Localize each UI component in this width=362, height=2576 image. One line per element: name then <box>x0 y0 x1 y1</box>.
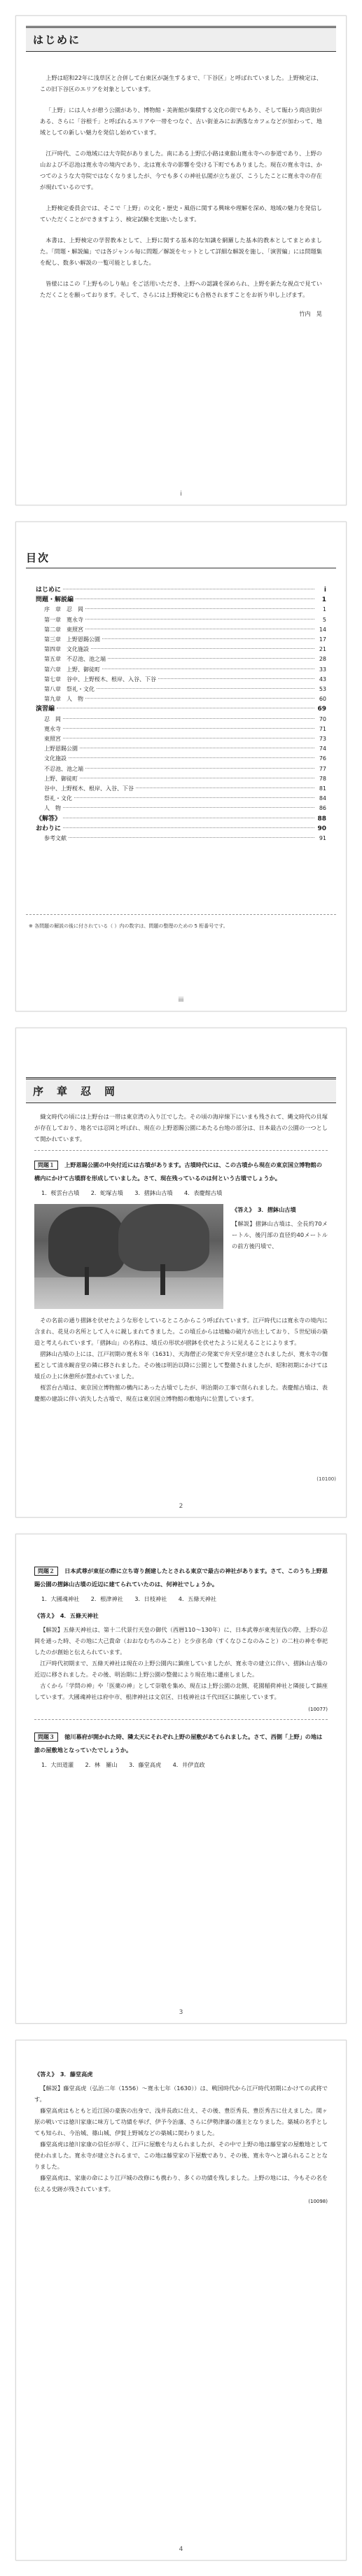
author-signature: 竹内 晃 <box>299 310 322 317</box>
paragraph: 江戸時代、この地域には大寺院がありました。南にある上野広小路は東叡山寛永寺への参道であり、上野の山および不忍池は寛永寺の境内であり、北は寛永寺の影響を受ける下町でもありました。現在の寛永寺は、かつてのような大寺院ではなくなりましたが、今でも多くの神社仏閣が立ち並び、こうしたことに寛永寺の存在が現れているのです。 <box>40 150 322 190</box>
toc-entry-page-number: 28 <box>319 656 326 663</box>
toc-entry-page-number: 90 <box>317 825 326 832</box>
paragraph: 上野検定委員会では、そこで「上野」の文化・歴史・風俗に関する興味や理解を深め、地域の魅力を発信していただくことができますよう、検定試験を実施いたします。 <box>40 204 322 223</box>
toc-entry-label: おわりに <box>36 825 62 832</box>
explanation-text: 藤堂高虎は徳川家康の信任が厚く、江戸に屋敷を与えられましたが、その中で上野の地は藤堂家の屋敷地として使われました。寛永寺が建立されるまで、この地は藤堂家の下屋敷であり、その後、寛永寺へと譲られることとなりました。 <box>34 2141 328 2170</box>
toc-entry[interactable] <box>36 784 326 794</box>
page-number: 2 <box>179 1503 183 1510</box>
photo-trunk <box>85 1267 89 1295</box>
toc-entry[interactable] <box>36 665 326 675</box>
toc-entry-label: 谷中、上野桜木、根岸、入谷、下谷 <box>44 785 134 792</box>
divider <box>26 914 336 915</box>
question-text: 上野恩賜公園の中央付近には古墳があります。古墳時代には、この古墳から現在の東京国立博物館の構内にかけて古墳群を形成していました。さて、現在残っているのは何という古墳でしょうか。 <box>34 1161 322 1182</box>
toc-entry-label: 第九章 人 物 <box>44 696 83 703</box>
page-number: 4 <box>179 2546 183 2553</box>
page-title: 目次 <box>26 552 50 564</box>
question-number-badge: 問題２ <box>34 1567 58 1576</box>
divider <box>34 1719 328 1720</box>
toc-leader-dots <box>108 658 314 659</box>
toc-leader-dots <box>63 807 314 808</box>
toc-entry-label: 第八章 祭礼・文化 <box>44 686 95 693</box>
page-chapter-shinobugaoka <box>15 1028 347 1518</box>
answer-choices: 1．大國魂神社 2．根津神社 3．日枝神社 4．五條天神社 <box>41 1595 217 1602</box>
page-heading-band <box>26 550 336 568</box>
question-id: (10077) <box>308 1707 328 1712</box>
toc-entry-page-number: 88 <box>317 815 326 822</box>
explanation-text: 藤堂高虎は、家康の命により江戸城の改修にも携わり、多くの功績を残しました。上野の地には、今もその名を伝える史跡が残されています。 <box>34 2174 328 2192</box>
answer-label: 《答え》 4．五條天神社 <box>34 1612 99 1619</box>
toc-entry-page-number: 53 <box>319 686 326 693</box>
toc-entry-label: 上野、御徒町 <box>44 775 78 782</box>
toc-entry-page-number: 91 <box>319 835 326 842</box>
toc-entry-label: 《解答》 <box>36 815 62 822</box>
toc-entry[interactable] <box>36 685 326 694</box>
toc-entry-label: 東照宮 <box>44 736 61 743</box>
page-title: はじめに <box>33 34 81 46</box>
toc-entry-label: 問題・解説編 <box>36 596 74 604</box>
page-answer-3 <box>15 2040 347 2561</box>
toc-entry-page-number: 1 <box>322 606 326 613</box>
toc-entry-page-number: 86 <box>319 805 326 812</box>
toc-entry-label: 上野恩賜公園 <box>44 746 78 752</box>
page-number: iii <box>178 997 184 1004</box>
question-1 <box>34 1156 328 1183</box>
toc-leader-dots <box>158 678 314 679</box>
toc-entry-label: 第四章 文化施設 <box>44 646 89 653</box>
toc-entry-page-number: 70 <box>319 715 326 722</box>
explanation-text: 桜雲台古墳は、東京国立博物館の構内にあった古墳でしたが、明治期の工事で削られました。表慶館古墳は、表慶館の建設に伴い消失した古墳で、現在は東京国立博物館の敷地内に位置しています。 <box>34 1384 328 1402</box>
photo-tree <box>118 1204 209 1271</box>
toc-entry[interactable] <box>36 814 326 824</box>
toc-entry[interactable] <box>36 754 326 764</box>
explanation-text: 摺鉢山古墳の上には、江戸初期の寛永８年（1631）、天海僧正の発案で弁天堂が建立されましたが、寛永寺の伽藍として清水観音堂の隣に移されました。その後は明治以降に公園として整備されましたが、昭和初期にかけては墳丘の上に休憩所が置かれていました。 <box>34 1350 328 1380</box>
toc-entry-page-number: 69 <box>317 706 326 713</box>
paragraph: 本書は、上野検定の学習教本として、上野に関する基本的な知識を網羅した基本的教本としてまとめました。「問題・解説編」では各ジャンル毎に問題／解説をセットとして詳細な解説を施し、「演習編」には問題集を配し、数多い解説の一覧可能としました。 <box>40 237 322 266</box>
toc-leader-dots <box>69 757 314 758</box>
page-hajimeni <box>15 15 347 505</box>
divider <box>34 1150 328 1151</box>
paragraph: 皆様にはこの『上野ものしり帖』をご活用いただき、上野への認識を深められ、上野を新たな視点で見ていただくことを願っております。そして、さらには上野検定にも合格されますことをお祈り申し上げます。 <box>40 280 322 298</box>
toc-entry[interactable] <box>36 715 326 724</box>
toc-entry-label: 第三章 上野恩賜公園 <box>44 636 100 643</box>
toc-entry-page-number: 17 <box>319 636 326 643</box>
toc-entry-page-number: 74 <box>319 746 326 752</box>
toc-entry-page-number: 78 <box>319 775 326 782</box>
chapter-heading-band <box>26 1077 336 1103</box>
toc-entry-label: 第一章 寛永寺 <box>44 616 83 623</box>
toc-leader-dots <box>97 688 314 689</box>
explanation-text: 江戸時代初期まで、五條天神社は現在の上野公園内に鎮座していましたが、寛永寺の建立に伴い、摺鉢山古墳の近辺に移されました。その後、明治期に上野公園の整備により現在地に遷座しました。 <box>34 1660 328 1678</box>
toc-leader-dots <box>76 598 314 599</box>
answer-block <box>34 1204 328 1309</box>
toc-entry-page-number: 84 <box>319 795 326 802</box>
toc-entry-page-number: 76 <box>319 755 326 762</box>
answer-label: 《答え》 3．摺鉢山古墳 <box>232 1206 296 1213</box>
toc-entry[interactable] <box>36 794 326 804</box>
toc-leader-dots <box>63 728 314 729</box>
toc-entry[interactable] <box>36 744 326 754</box>
toc-entry-page-number: 1 <box>321 596 326 604</box>
table-of-contents <box>36 585 326 844</box>
toc-leader-dots <box>85 698 314 699</box>
toc-entry-label: 第五章 不忍池、池之端 <box>44 656 106 663</box>
question-3 <box>34 1728 328 1755</box>
explanation-text: 藤堂高虎はもともと近江国の豪族の出身で、浅井長政に仕え、その後、豊臣秀長、豊臣秀吉に仕えました。関ヶ原の戦いでは徳川家康に味方して功績を挙げ、伊予今治藩、さらに伊勢津藩の藩主となりました。築城の名手としても知られ、今治城、篠山城、伊賀上野城などの築城に関わりました。 <box>34 2107 328 2136</box>
toc-entry[interactable] <box>36 774 326 784</box>
toc-leader-dots <box>74 797 314 798</box>
toc-entry-page-number: 33 <box>319 666 326 673</box>
question-id: (10100) <box>316 1476 336 1482</box>
page-body <box>34 2068 328 2204</box>
toc-entry-label: 参考文献 <box>44 835 67 842</box>
toc-entry-page-number: 43 <box>319 676 326 682</box>
toc-entry-page-number: 21 <box>319 646 326 653</box>
answer-label: 《答え》 3．藤堂高虎 <box>34 2071 93 2078</box>
page-questions-2-3 <box>15 1534 347 2024</box>
toc-entry-label: 演習編 <box>36 706 55 713</box>
toc-entry[interactable] <box>36 704 326 714</box>
explanation-text: 【解説】藤堂高虎（弘治二年（1556）〜寛永七年（1630））は、戦国時代から江戸時代初期にかけての武将です。 <box>34 2085 328 2103</box>
toc-entry[interactable] <box>36 834 326 844</box>
toc-entry[interactable] <box>36 625 326 635</box>
toc-entry[interactable] <box>36 654 326 664</box>
question-text: 日本武尊が東征の際に立ち寄り創建したとされる東京で最古の神社があります。さて、このうち上野恩賜公園の摺鉢山古墳の近辺に建てられていたのは、何神社でしょうか。 <box>34 1567 328 1588</box>
toc-entry-label: 第二章 東照宮 <box>44 626 83 633</box>
chapter-body <box>34 1111 328 1404</box>
toc-entry[interactable] <box>36 734 326 744</box>
photo-ground <box>34 1278 223 1309</box>
toc-entry-label: 忍 岡 <box>44 715 61 722</box>
explanation-text: その名前の通り摺鉢を伏せたような形をしているところからこう呼ばれています。江戸時代には寛永寺の境内に含まれ、花見の名所として人々に親しまれてきました。この墳丘からは埴輪の破片が出土しており、５世紀頃の築造と考えられています。「摺鉢山」の名称は、墳丘の形状が摺鉢を伏せたように見えることによります。 <box>34 1317 328 1346</box>
toc-entry-label: 序 章 忍 岡 <box>44 606 83 613</box>
toc-entry-page-number: 77 <box>319 765 326 772</box>
toc-entry-label: 第七章 谷中、上野桜木、根岸、入谷、下谷 <box>44 676 156 682</box>
explanation-text: 【解説】摺鉢山古墳は、全長約70メートル、後円部の直径約40メートルの前方後円墳で、 <box>232 1220 328 1250</box>
question-text: 徳川幕府が開かれた時、隣太天にそれぞれ上野の屋敷があてられました。さて、西側「上野」の地は誰の屋敷地となっていたでしょうか。 <box>34 1733 323 1754</box>
footnote: ※ 各問題の解説の後に付されている（ ）内の数字は、問題の整理のための 5 桁番号です。 <box>29 923 228 929</box>
question-number-badge: 問題３ <box>34 1732 58 1742</box>
toc-leader-dots <box>85 768 314 769</box>
answer-choices: 1．桜雲台古墳 2．蛇塚古墳 3．摺鉢山古墳 4．表慶館古墳 <box>41 1189 223 1196</box>
toc-entry-page-number: 14 <box>319 626 326 633</box>
toc-entry-page-number: 60 <box>319 696 326 703</box>
intro-text <box>40 72 322 318</box>
toc-entry-label: 寛永寺 <box>44 725 61 732</box>
toc-entry-page-number: 73 <box>319 736 326 743</box>
park-photo <box>34 1204 223 1309</box>
page-number: i <box>180 491 182 498</box>
chapter-intro: 織文時代の頃には上野台は一帯は東京湾の入り江でした。その頃の海岸線下にいまも残されて、縄文時代の貝塚が存在しており、地名では忍岡と呼ばれ、現在の上野恩賜公園にあたる台地の部分は、日本最古の公園の一つとして開かれています。 <box>34 1113 328 1142</box>
toc-entry-label: 人 物 <box>44 805 61 812</box>
toc-entry[interactable] <box>36 675 326 685</box>
toc-entry-label: はじめに <box>36 587 62 594</box>
explanation-text: 古くから「学問の神」や「医薬の神」として崇敬を集め、現在は上野公園の北側、花園稲荷神社と隣接して鎮座しています。大國魂神社は府中市、根津神社は文京区、日枝神社は千代田区に鎮座しています。 <box>34 1682 328 1700</box>
toc-entry[interactable] <box>36 615 326 625</box>
toc-entry-page-number: 71 <box>319 725 326 732</box>
toc-entry[interactable] <box>36 694 326 704</box>
toc-entry-page-number: 5 <box>322 616 326 623</box>
toc-leader-dots <box>102 668 314 669</box>
answer-side <box>232 1204 328 1252</box>
page-toc <box>15 522 347 1011</box>
page-heading-band <box>26 26 336 52</box>
photo-tree <box>48 1207 125 1277</box>
page-number: 3 <box>179 2009 183 2016</box>
answer-choices: 1．大田道灌 2．林 羅山 3．藤堂高虎 4．井伊直政 <box>41 1761 205 1768</box>
toc-leader-dots <box>85 608 314 609</box>
toc-entry-label: 不忍池、池之端 <box>44 765 83 772</box>
chapter-title: 序 章 忍 岡 <box>33 1085 117 1098</box>
question-number-badge: 問題１ <box>34 1161 58 1170</box>
photo-trunk <box>160 1264 165 1295</box>
toc-leader-dots <box>63 718 314 719</box>
toc-entry[interactable] <box>36 595 326 605</box>
toc-entry-label: 第六章 上野、御徒町 <box>44 666 100 673</box>
toc-entry-page-number: i <box>323 587 326 594</box>
toc-leader-dots <box>102 638 314 639</box>
toc-entry[interactable] <box>36 645 326 654</box>
toc-entry[interactable] <box>36 585 326 595</box>
explanation-text: 【解説】五條天神社は、第十二代景行天皇の御代（西暦110〜130年）に、日本武尊が東夷征伐の際、上野の忍岡を通った時、その地に大己貴命（おおなむちのみこと）と少彦名命（すくなひこなのみこと）の二柱の神を奉祀したのが創始と伝えられています。 <box>34 1626 328 1656</box>
toc-entry-page-number: 81 <box>319 785 326 792</box>
toc-entry[interactable] <box>36 764 326 774</box>
question-id: (10098) <box>308 2199 328 2204</box>
toc-leader-dots <box>85 619 314 620</box>
question-2 <box>34 1562 328 1589</box>
toc-entry[interactable] <box>36 804 326 813</box>
toc-entry[interactable] <box>36 635 326 645</box>
paragraph: 上野は昭和22年に浅草区と合併して台東区が誕生するまで、「下谷区」と呼ばれていました。上野検定は、この旧下谷区のエリアを対象としています。 <box>40 74 322 92</box>
toc-leader-dots <box>69 837 314 838</box>
toc-entry[interactable] <box>36 824 326 834</box>
toc-entry[interactable] <box>36 605 326 615</box>
toc-entry-label: 祭礼・文化 <box>44 795 72 802</box>
toc-leader-dots <box>91 648 314 649</box>
toc-entry[interactable] <box>36 724 326 734</box>
toc-leader-dots <box>63 827 314 828</box>
toc-entry-label: 文化施設 <box>44 755 67 762</box>
paragraph: 「上野」には人々が憩う公園があり、博物館・美術館が集積する文化の街でもあり、そして賑わう商店街がある、さらに「谷根千」と呼ばれるエリアや一帯をつなぐ、古い街並みにお洒落なカフェなどが加わって、地域としての新しい魅力を発信し始めています。 <box>40 106 322 136</box>
page-body <box>34 1562 328 1770</box>
